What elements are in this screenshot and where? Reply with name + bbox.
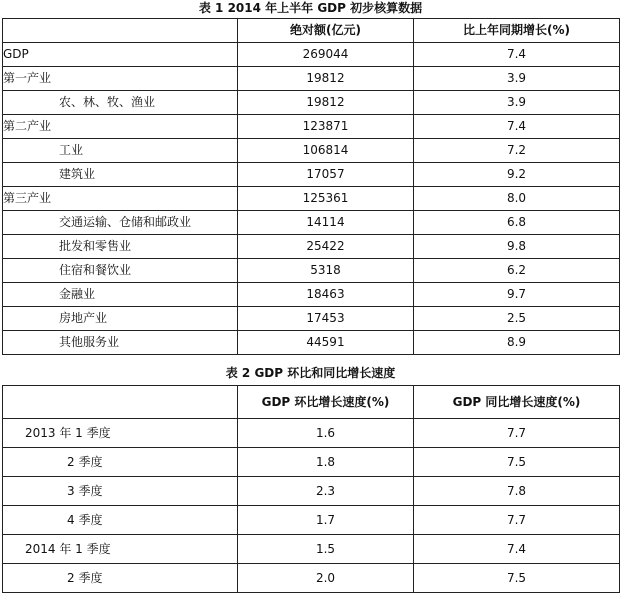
row-label: 第三产业 (3, 187, 238, 211)
row-value: 125361 (238, 187, 414, 211)
row-label: 第一产业 (3, 67, 238, 91)
row-value: 269044 (238, 43, 414, 67)
row-label: 第二产业 (3, 115, 238, 139)
row-yoy: 7.8 (414, 477, 620, 506)
column-header-growth: 比上年同期增长(%) (414, 19, 620, 43)
row-value: 17057 (238, 163, 414, 187)
table-row (3, 448, 620, 477)
row-value: 19812 (238, 67, 414, 91)
table-row (3, 211, 620, 235)
row-growth: 6.8 (414, 211, 620, 235)
row-value: 14114 (238, 211, 414, 235)
row-growth: 8.0 (414, 187, 620, 211)
column-header-qoq: GDP 环比增长速度(%) (238, 386, 414, 419)
column-header-period (3, 386, 238, 419)
row-label: 2014 年 1 季度 (3, 535, 238, 564)
row-growth: 3.9 (414, 91, 620, 115)
row-qoq: 1.8 (238, 448, 414, 477)
table-row (3, 331, 620, 355)
table-row (3, 283, 620, 307)
row-growth: 2.5 (414, 307, 620, 331)
table-row (3, 259, 620, 283)
table-header-row (3, 386, 620, 419)
row-label: 2 季度 (3, 448, 238, 477)
row-value: 106814 (238, 139, 414, 163)
table-row (3, 477, 620, 506)
row-label: 金融业 (3, 283, 238, 307)
row-label: 建筑业 (3, 163, 238, 187)
row-label: 2013 年 1 季度 (3, 419, 238, 448)
row-yoy: 7.4 (414, 535, 620, 564)
row-label: 批发和零售业 (3, 235, 238, 259)
row-qoq: 1.5 (238, 535, 414, 564)
row-yoy: 7.5 (414, 564, 620, 593)
row-value: 5318 (238, 259, 414, 283)
row-label: 4 季度 (3, 506, 238, 535)
table-row (3, 506, 620, 535)
row-label: 农、林、牧、渔业 (3, 91, 238, 115)
table-row (3, 67, 620, 91)
row-growth: 7.4 (414, 43, 620, 67)
row-label: 住宿和餐饮业 (3, 259, 238, 283)
table-row (3, 115, 620, 139)
column-header-value: 绝对额(亿元) (238, 19, 414, 43)
row-label: 房地产业 (3, 307, 238, 331)
table-row (3, 235, 620, 259)
table2-caption: 表 2 GDP 环比和同比增长速度 (225, 366, 396, 380)
table1-caption: 表 1 2014 年上半年 GDP 初步核算数据 (198, 1, 423, 15)
table-row (3, 91, 620, 115)
table-row (3, 307, 620, 331)
table-row (3, 419, 620, 448)
row-growth: 7.2 (414, 139, 620, 163)
row-yoy: 7.7 (414, 419, 620, 448)
row-label: GDP (3, 43, 238, 67)
row-qoq: 2.3 (238, 477, 414, 506)
row-label: 其他服务业 (3, 331, 238, 355)
row-value: 25422 (238, 235, 414, 259)
table-row (3, 163, 620, 187)
table-row (3, 139, 620, 163)
row-label: 工业 (3, 139, 238, 163)
row-value: 18463 (238, 283, 414, 307)
row-qoq: 1.6 (238, 419, 414, 448)
row-qoq: 1.7 (238, 506, 414, 535)
row-growth: 9.2 (414, 163, 620, 187)
row-value: 17453 (238, 307, 414, 331)
row-growth: 9.8 (414, 235, 620, 259)
table-row (3, 187, 620, 211)
row-growth: 3.9 (414, 67, 620, 91)
row-growth: 7.4 (414, 115, 620, 139)
table-row (3, 43, 620, 67)
row-value: 123871 (238, 115, 414, 139)
row-growth: 8.9 (414, 331, 620, 355)
row-qoq: 2.0 (238, 564, 414, 593)
row-label: 3 季度 (3, 477, 238, 506)
column-header-item (3, 19, 238, 43)
row-label: 2 季度 (3, 564, 238, 593)
row-growth: 6.2 (414, 259, 620, 283)
table-row (3, 535, 620, 564)
row-growth: 9.7 (414, 283, 620, 307)
row-label: 交通运输、仓储和邮政业 (3, 211, 238, 235)
column-header-yoy: GDP 同比增长速度(%) (414, 386, 620, 419)
table-header-row (3, 19, 620, 43)
row-value: 44591 (238, 331, 414, 355)
row-yoy: 7.5 (414, 448, 620, 477)
gdp-table (2, 18, 620, 355)
row-yoy: 7.7 (414, 506, 620, 535)
row-value: 19812 (238, 91, 414, 115)
table-row (3, 564, 620, 593)
